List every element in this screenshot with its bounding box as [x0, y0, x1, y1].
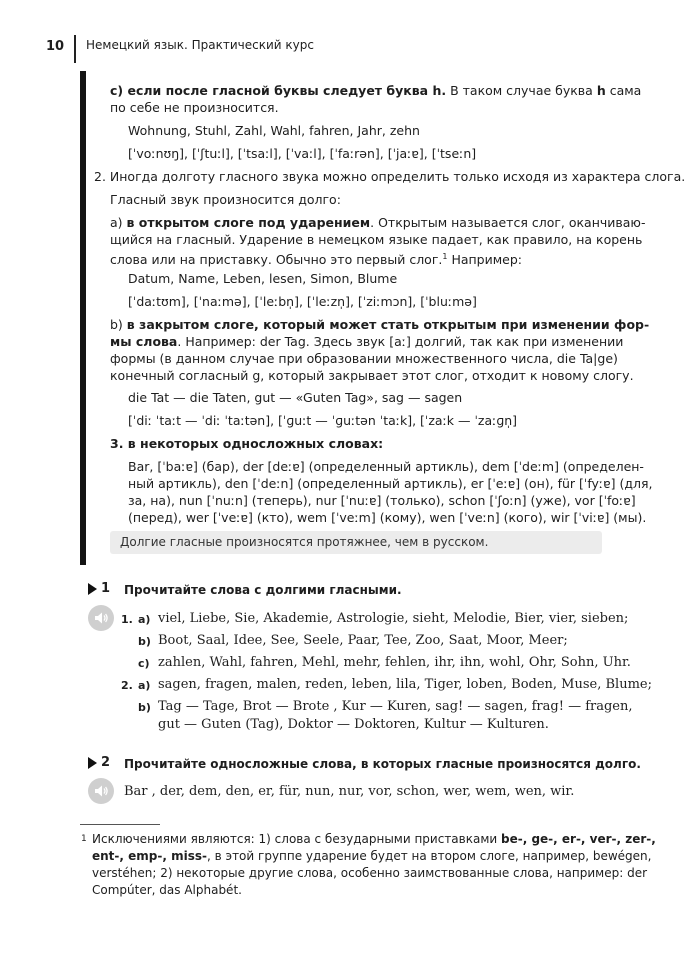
exercise-2-arrow-icon — [88, 757, 97, 769]
letter-h: h — [596, 83, 606, 98]
exercise-2-title: Прочитайте односложные слова, в которых гласные произносятся долго. — [124, 757, 641, 771]
point-3-line3: за, на), nun [ˈnuːn] (теперь), nur [ˈnuːɐ] (только), schon [ˈʃoːn] (уже), vor [ˈfoːɐ] — [128, 493, 636, 508]
rule-b-prefix: b) — [110, 317, 127, 332]
rule-a-line1 — [110, 214, 645, 231]
rule-b-bold1: в закрытом слоге, который может стать открытым при изменении фор- — [126, 317, 650, 332]
rule-a-examples: Datum, Name, Leben, lesen, Simon, Blume — [128, 271, 398, 286]
header-title: Немецкий язык. Практический курс — [86, 38, 314, 52]
exercise-1-audio-button[interactable] — [88, 605, 114, 631]
footnote-mark: 1 — [81, 834, 87, 844]
rule-a-bold: в открытом слоге под ударением — [126, 215, 371, 230]
footnote-line3: verstéhen; 2) некоторые другие слова, особенно заимствованные слова, например: der — [92, 866, 648, 880]
page-number: 10 — [46, 38, 65, 54]
rule-a-line3-end: Например: — [447, 252, 522, 268]
rule-a-prefix: a) — [110, 215, 127, 230]
item-2b-words-line1: Tag — Tage, Brot — Brote , Kur — Kuren, sag! — sagen, frag! — fragen, — [158, 699, 633, 714]
group-2-label: 2. — [121, 679, 133, 692]
rule-c-transcription: [ˈvoːnʊŋ], [ˈʃtuːl], [ˈtsaːl], [ˈvaːl], [ˈfaːrən], [ˈjaːɐ], [ˈtseːn] — [128, 146, 477, 161]
footnote-divider — [80, 824, 160, 825]
rule-b-transcription: [ˈdiː ˈtaːt — ˈdiː ˈtaːtən], [ˈɡuːt — ˈɡuːtən ˈtaːk], [ˈzaːk — ˈzaːɡn̩] — [128, 413, 518, 428]
footnote-line2-text: , в этой группе ударение будет на втором слоге, например, bewégen, — [206, 849, 652, 863]
item-2b-label: b) — [138, 701, 151, 714]
item-1b-words: Boot, Saal, Idee, See, Seele, Paar, Tee, Zoo, Saat, Moor, Meer; — [158, 633, 568, 648]
note-text: Долгие гласные произносятся протяжнее, чем в русском. — [120, 535, 489, 549]
item-2b-words-line2: gut — Guten (Tag), Doktor — Doktoren, Kultur — Kulturen. — [158, 717, 549, 732]
rule-b-line4: конечный согласный g, который закрывает этот слог, отходит к новому слогу. — [110, 368, 634, 383]
point-3-line4: (перед), wer [ˈveːɐ] (кто), wem [ˈveːm] (кому), wen [ˈveːn] (кого), wir [ˈviːɐ] (мы). — [128, 510, 647, 525]
footnote-line4: Compúter, das Alphabét. — [92, 883, 242, 897]
rule-c-heading-bold: c) если после гласной буквы следует буква h. — [110, 83, 447, 98]
item-2a-label: a) — [138, 679, 151, 692]
footnote-ref[interactable]: 1 — [442, 252, 448, 261]
rule-a-rest: . Открытым называется слог, оканчиваю- — [370, 215, 646, 230]
footnote-line1-text: Исключениями являются: 1) слова с безударными приставками — [92, 832, 501, 846]
point-3-line1: Bar, [ˈbaːɐ] (бар), der [deːɐ] (определенный артикль), dem [ˈdeːm] (определен- — [128, 459, 644, 474]
footnote-line1 — [92, 831, 656, 847]
rule-a-line2: щийся на гласный. Ударение в немецком языке падает, как правило, на корень — [110, 232, 643, 247]
point-2-line1: 2. Иногда долготу гласного звука можно определить только исходя из характера слога. — [94, 169, 686, 184]
rule-a-transcription: [ˈdaːtʊm], [ˈnaːmə], [ˈleːbn̩], [ˈleːzn̩], [ˈziːmɔn], [ˈbluːmə] — [128, 294, 477, 309]
item-1b-label: b) — [138, 635, 151, 648]
rule-a-line3-text: слова или на приставку. Обычно это первый слог. — [110, 252, 443, 268]
rule-b-line3: формы (в данном случае при образовании множественного числа, die Ta|ge) — [110, 351, 618, 366]
rule-c-examples: Wohnung, Stuhl, Zahl, Wahl, fahren, Jahr, zehn — [128, 123, 420, 138]
rule-b-bold2: мы слова — [110, 334, 178, 349]
item-1a-label: a) — [138, 613, 151, 626]
speaker-icon — [93, 783, 109, 799]
rule-c-heading — [110, 82, 641, 99]
exercise-1-arrow-icon — [88, 583, 97, 595]
rule-b-line2 — [110, 333, 623, 350]
rule-b-line1 — [110, 316, 649, 333]
group-1-label: 1. — [121, 613, 133, 626]
rule-a-line3 — [110, 248, 522, 268]
speaker-icon — [93, 610, 109, 626]
header-divider — [74, 35, 76, 63]
rule-b-line2-rest: . Например: der Tag. Здесь звук [aː] долгий, так как при изменении — [177, 334, 624, 349]
rule-c-heading-end: сама — [605, 83, 642, 98]
footnote-prefixes-2: ent-, emp-, miss- — [92, 849, 207, 863]
section-marker-bar — [80, 71, 86, 565]
footnote-prefixes-1: be-, ge-, er-, ver-, zer-, — [501, 832, 656, 846]
exercise-2-number: 2 — [101, 755, 111, 770]
exercise-2-words: Bar , der, dem, den, er, für, nun, nur, vor, schon, wer, wem, wen, wir. — [124, 784, 575, 799]
rule-c-heading-text: В таком случае буква — [446, 83, 597, 98]
page-number-wrap — [46, 33, 68, 59]
point-3-heading: 3. в некоторых односложных словах: — [110, 436, 384, 451]
item-1c-words: zahlen, Wahl, fahren, Mehl, mehr, fehlen, ihr, ihn, wohl, Ohr, Sohn, Uhr. — [158, 655, 631, 670]
exercise-1-number: 1 — [101, 581, 111, 596]
footnote-line2 — [92, 848, 651, 864]
exercise-1-title: Прочитайте слова с долгими гласными. — [124, 583, 402, 597]
point-3-line2: ный артикль), den [ˈdeːn] (определенный артикль), er [ˈeːɐ] (он), für [ˈfyːɐ] (для, — [128, 476, 653, 491]
item-2a-words: sagen, fragen, malen, reden, leben, lila, Tiger, loben, Boden, Muse, Blume; — [158, 677, 652, 692]
item-1c-label: c) — [138, 657, 150, 670]
point-2-line2: Гласный звук произносится долго: — [110, 192, 341, 207]
rule-b-examples: die Tat — die Taten, gut — «Guten Tag», sag — sagen — [128, 390, 463, 405]
exercise-2-audio-button[interactable] — [88, 778, 114, 804]
item-1a-words: viel, Liebe, Sie, Akademie, Astrologie, sieht, Melodie, Bier, vier, sieben; — [158, 611, 629, 626]
rule-c-line2: по себе не произносится. — [110, 100, 279, 115]
